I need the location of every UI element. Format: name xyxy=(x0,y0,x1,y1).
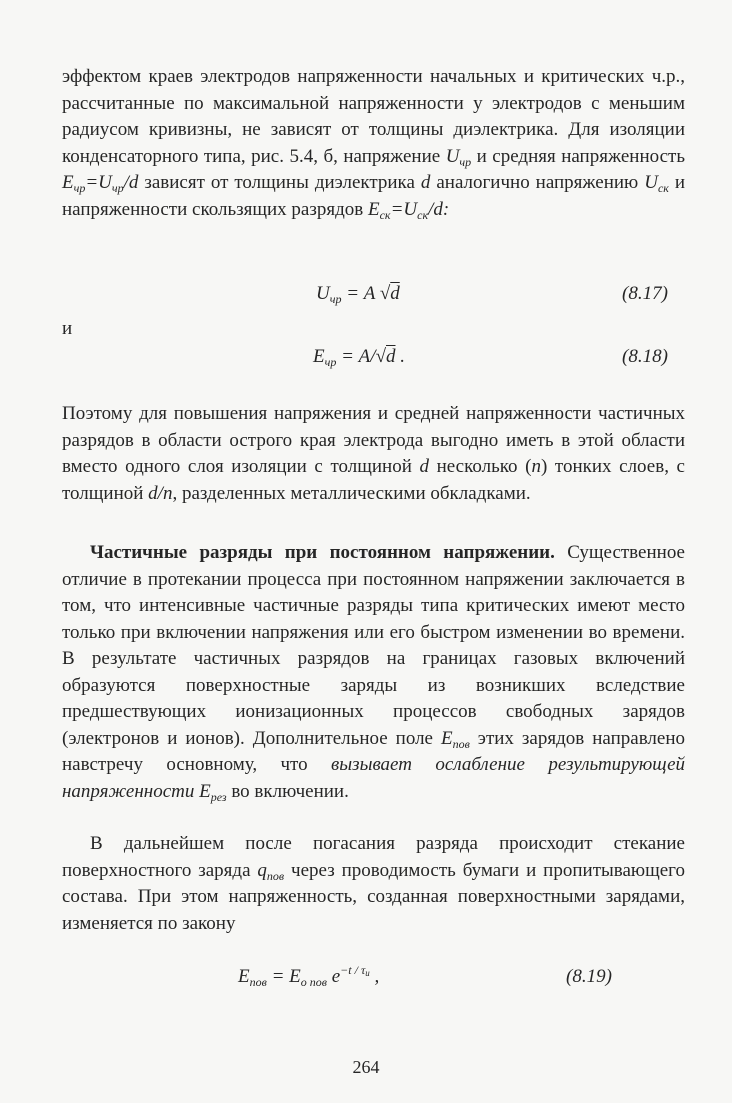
symbol-d-over-n: d/n xyxy=(148,482,173,504)
sqrt-argument: d xyxy=(390,283,400,304)
equation-subscript: чр xyxy=(329,292,342,306)
paragraph-4-text: В дальнейшем после погасания разряда происходит стекание поверхностного заряда xyxy=(62,833,685,881)
formula-part: /d xyxy=(428,198,443,220)
formula-part: = xyxy=(390,198,404,220)
paragraph-2 xyxy=(62,401,685,507)
subscript-pov: пов xyxy=(266,868,285,883)
symbol-u: U xyxy=(644,172,658,193)
page-number: 264 xyxy=(352,1057,380,1077)
paragraph-3-text: во включении. xyxy=(226,780,349,802)
paragraph-4 xyxy=(62,831,685,937)
subscript-sk: ск xyxy=(379,207,391,222)
paragraph-2-text: несколько ( xyxy=(429,456,532,477)
subscript-chr: чр xyxy=(459,154,472,169)
equation-8-18 xyxy=(313,346,405,368)
equation-number-8-17: (8.17) xyxy=(622,283,668,304)
conjunction: и xyxy=(62,318,73,339)
subscript-rez: рез xyxy=(210,789,227,804)
subscript-sk: ск xyxy=(657,181,669,195)
equation-rhs: = E xyxy=(266,966,301,987)
equation-subscript: о пов xyxy=(300,975,327,989)
subscript-chr: чр xyxy=(73,181,86,195)
section-heading: Частичные разряды при постоянном напряжении. xyxy=(90,542,555,563)
symbol-e: E xyxy=(440,727,453,749)
paragraph-3-text: этих зарядов направлено навстречу основному, что xyxy=(62,727,685,775)
symbol-n: n xyxy=(531,456,541,477)
symbol-q: q xyxy=(257,859,267,881)
paragraph-1-text: эффектом краев электродов напряженности начальных и критических ч.р., рассчитанные по максимальной напряженности у электродов с меньшим радиусом кривизны, не зависят от толщины диэлектрика. Для изоляции конденсаторного типа, рис. 5.4, б, напряжение xyxy=(62,66,685,167)
equation-subscript: чр xyxy=(324,355,337,369)
equation-lhs: E xyxy=(313,346,325,367)
paragraph-2-text: ) тонких слоев, с толщиной xyxy=(62,456,685,504)
symbol-d: d xyxy=(420,172,431,193)
formula-part: =U xyxy=(85,172,112,193)
equation-lhs: E xyxy=(238,966,250,987)
equation-exponential: e xyxy=(326,966,341,987)
equation-tail: , xyxy=(369,966,380,987)
equation-number-8-18: (8.18) xyxy=(622,346,668,367)
equation-rhs: = A xyxy=(341,283,380,304)
equation-subscript: пов xyxy=(249,975,267,989)
subscript-chr: чр xyxy=(111,181,124,195)
subscript-sk: ск xyxy=(417,207,429,222)
paragraph-1-text: и средняя напряженность xyxy=(471,145,685,167)
equation-lhs: U xyxy=(316,283,330,304)
colon: : xyxy=(442,198,450,220)
exponent-subscript: и xyxy=(365,968,370,978)
formula-part: /d xyxy=(123,172,139,193)
paragraph-2-text: , разделенных металлическими обкладками. xyxy=(172,482,531,504)
paragraph-2-text: Поэтому для повышения напряжения и средней напряженности частичных разрядов в области острого края электрода выгодно иметь в этой области вместо одного слоя изоляции с толщиной xyxy=(62,403,685,477)
symbol-u: U xyxy=(445,145,460,167)
exponent-text: −t / τ xyxy=(340,963,366,977)
equation-number-8-19: (8.19) xyxy=(566,966,612,987)
symbol-e: E xyxy=(199,780,211,802)
paragraph-1-text: зависят от толщины диэлектрика xyxy=(138,172,421,193)
paragraph-1-text: аналогично напряжению xyxy=(430,172,645,193)
equation-8-17 xyxy=(316,283,400,305)
equation-tail: . xyxy=(395,346,405,367)
sqrt-sign: √ xyxy=(379,283,391,304)
sqrt-sign: √ xyxy=(375,346,386,367)
paragraph-3 xyxy=(62,540,685,805)
paragraph-4-text: через проводимость бумаги и пропитывающего состава. При этом напряженность, созданная поверхностными зарядами, изменяется по закону xyxy=(62,859,685,934)
equation-exponent xyxy=(340,963,370,977)
italic-phrase: вызывает ослабление результирующей напряженности xyxy=(62,754,686,802)
paragraph-1 xyxy=(62,64,685,223)
equation-8-19 xyxy=(238,963,380,989)
paragraph-3-text: Существенное отличие в протекании процесса при постоянном напряжении заключается в том, что интенсивные частичные разряды типа критических имеют место только при включении напряжения или его быстром изменении во времени. В результате частичных разрядов на границах газовых включений образуются поверхностные заряды из возникших вследствие предшествующих ионизационных процессов свободных зарядов (электронов и ионов). Дополнительное поле xyxy=(62,542,685,749)
paragraph-1-text: и напряженности скользящих разрядов xyxy=(62,172,686,220)
equation-rhs: = A/ xyxy=(336,346,376,367)
symbol-e: E xyxy=(62,172,74,193)
subscript-pov: пов xyxy=(452,736,470,751)
sqrt-argument: d xyxy=(386,346,396,367)
symbol-u: U xyxy=(403,198,418,220)
symbol-d: d xyxy=(419,456,429,477)
symbol-e: E xyxy=(368,198,380,220)
